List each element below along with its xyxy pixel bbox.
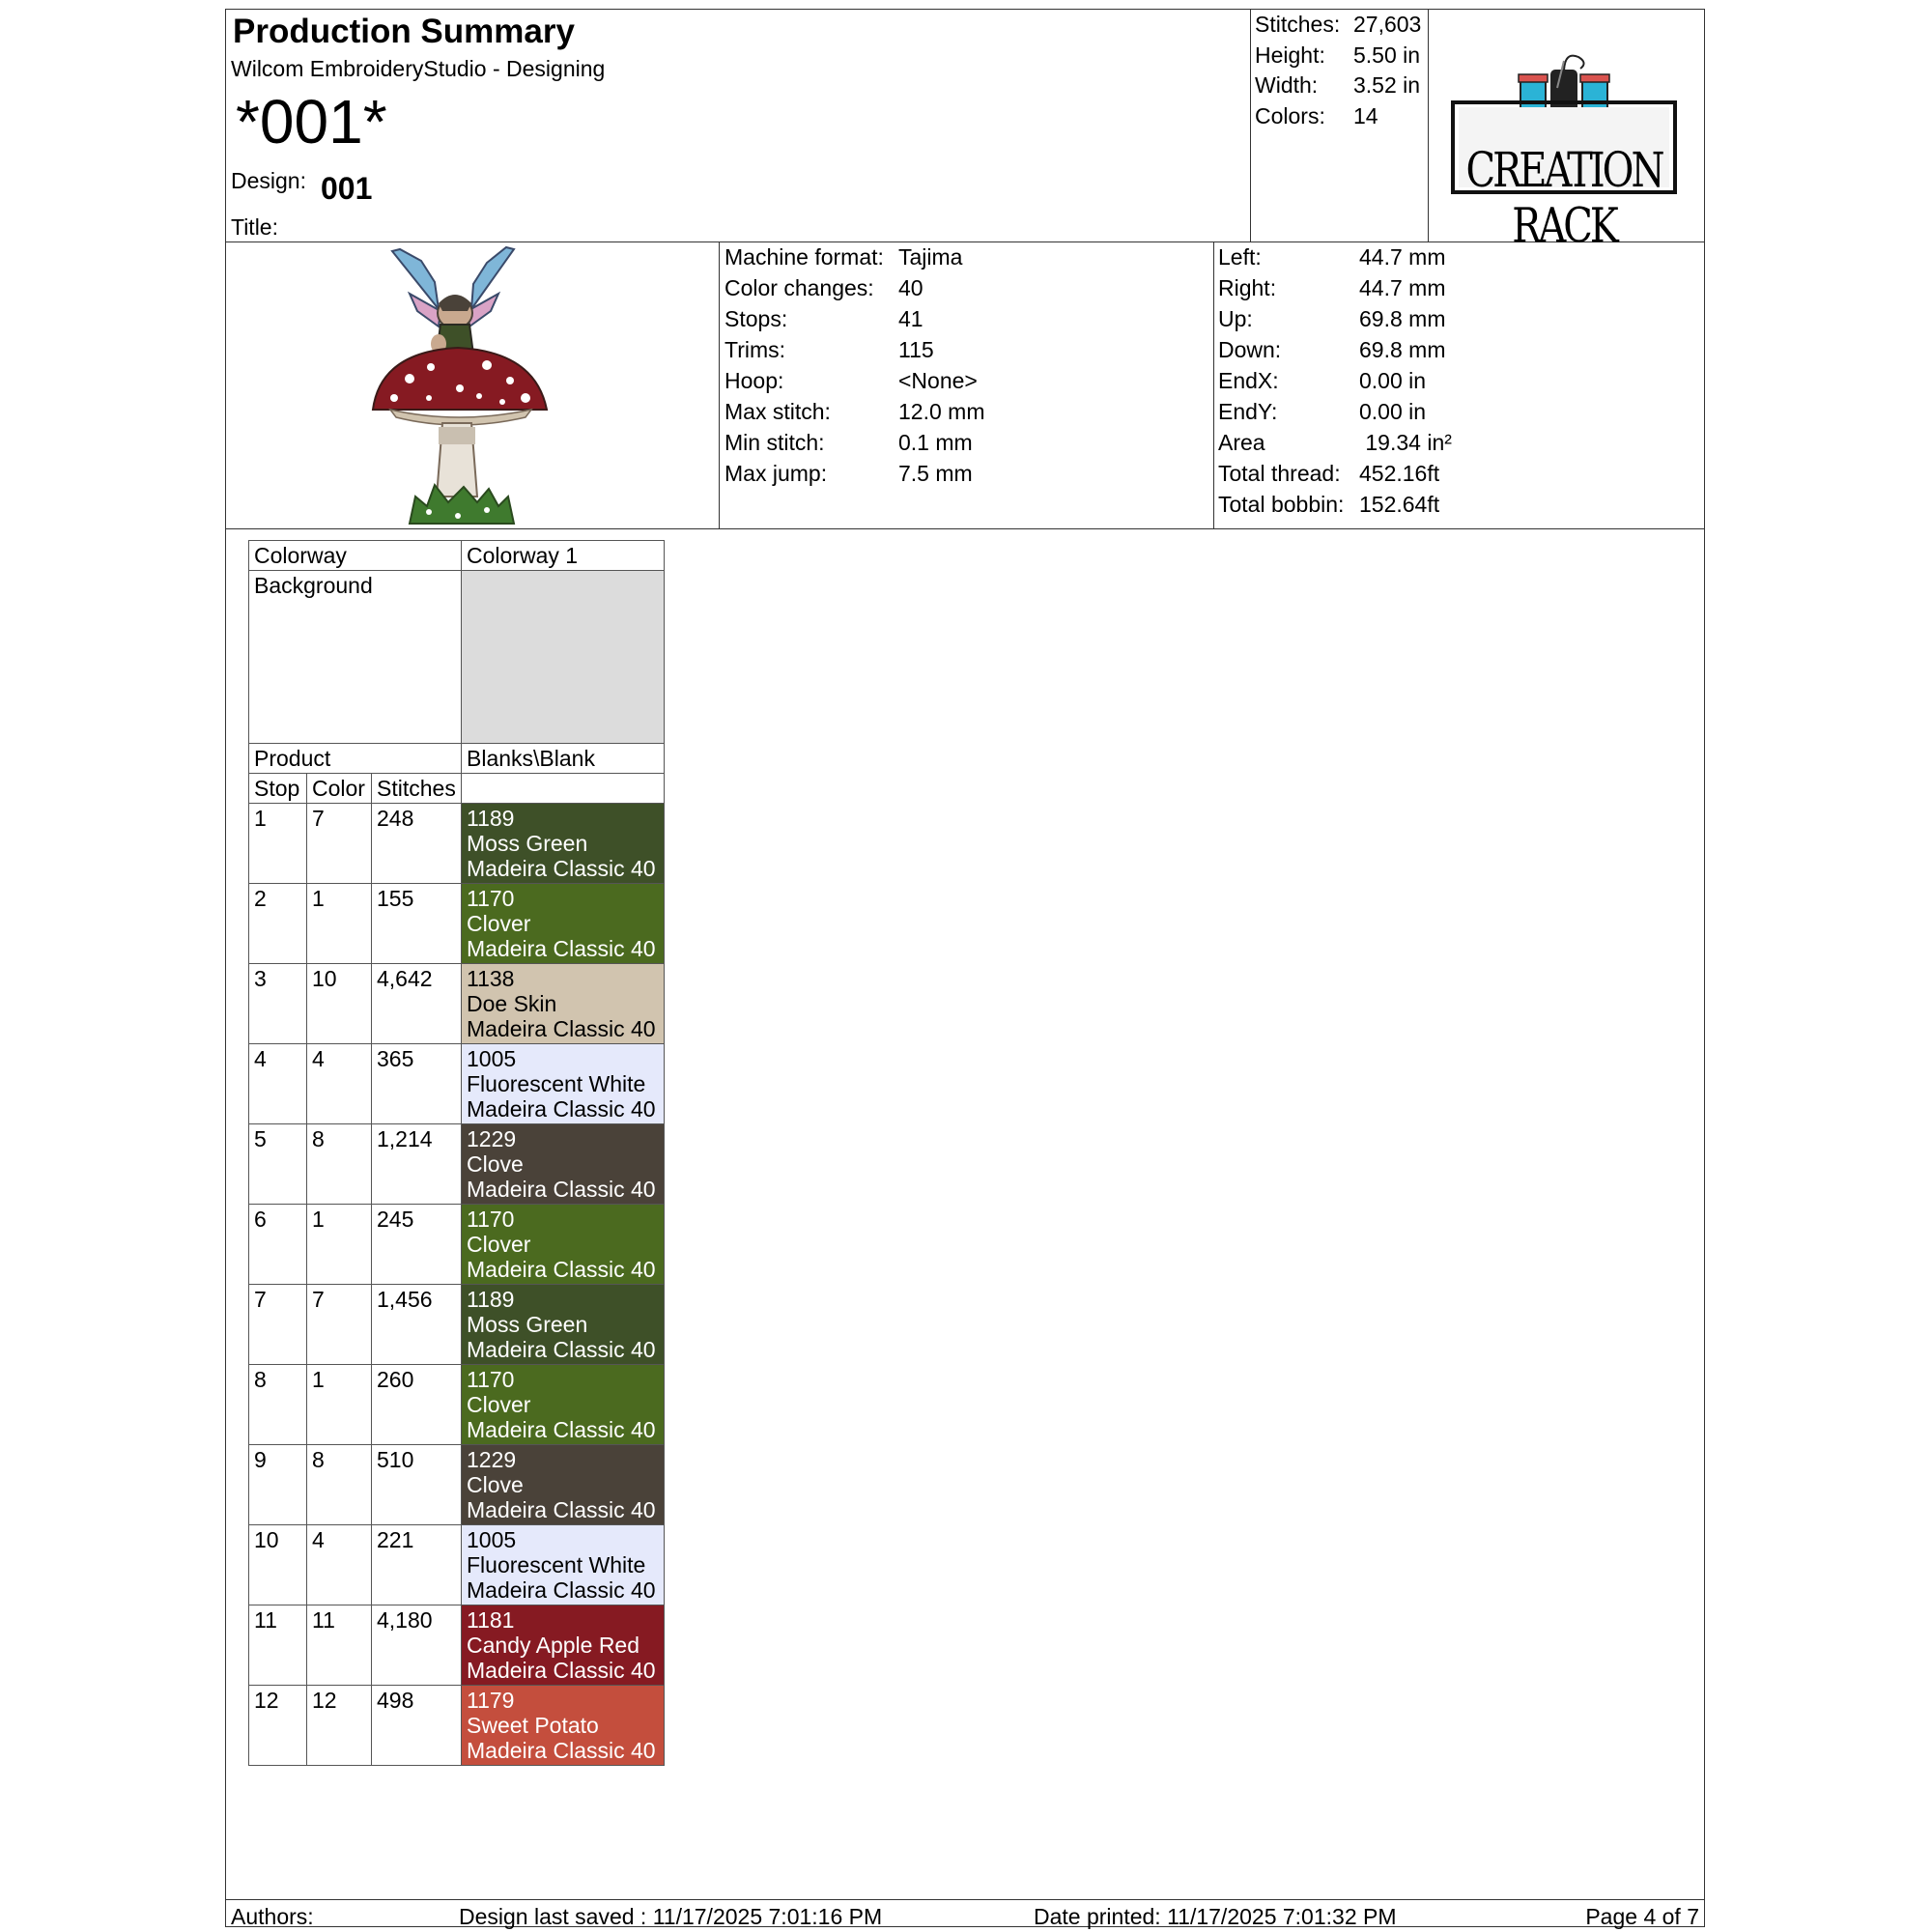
stitch-count: 365: [372, 1044, 462, 1124]
machine-label: Max jump:: [724, 461, 828, 486]
machine-label: Min stitch:: [724, 430, 825, 455]
stitch-count: 248: [372, 804, 462, 884]
design-value: 001: [321, 171, 373, 206]
machine-label: Max stitch:: [724, 399, 831, 424]
thread-name: Clover: [467, 911, 531, 936]
extent-label: Left:: [1218, 244, 1262, 270]
thread-name: Moss Green: [467, 831, 588, 856]
product-value: Blanks\Blank: [462, 744, 665, 774]
thread-code: 1181: [467, 1607, 515, 1633]
thread-code: 1005: [467, 1527, 517, 1552]
stop-row: [249, 1445, 665, 1525]
extent-label: Down:: [1218, 337, 1282, 362]
colorway-label: Colorway: [249, 541, 462, 571]
thread-swatch: [462, 1285, 665, 1365]
thread-brand: Madeira Classic 40: [467, 1257, 656, 1282]
machine-value: 0.1 mm: [898, 430, 973, 455]
footer-authors: Authors:: [231, 1904, 314, 1929]
stitch-count: 260: [372, 1365, 462, 1445]
machine-value: 7.5 mm: [898, 461, 973, 486]
extent-value: 44.7 mm: [1359, 244, 1446, 270]
thread-brand: Madeira Classic 40: [467, 936, 656, 961]
machine-label: Hoop:: [724, 368, 784, 393]
thread-brand: Madeira Classic 40: [467, 1497, 656, 1522]
summary-value: 14: [1353, 103, 1378, 128]
extent-value: 44.7 mm: [1359, 275, 1446, 300]
stitch-count: 498: [372, 1686, 462, 1766]
thread-swatch: [462, 804, 665, 884]
machine-value: Tajima: [898, 244, 963, 270]
thread-swatch: [462, 884, 665, 964]
thread-swatch: [462, 1525, 665, 1605]
machine-label: Machine format:: [724, 244, 884, 270]
stop-row: [249, 804, 665, 884]
thread-brand: Madeira Classic 40: [467, 856, 656, 881]
page-title: Production Summary: [233, 13, 575, 50]
title-label: Title:: [231, 214, 278, 240]
product-label: Product: [249, 744, 462, 774]
extent-value: 452.16ft: [1359, 461, 1440, 486]
stitch-count: 221: [372, 1525, 462, 1605]
thread-name: Sweet Potato: [467, 1713, 599, 1738]
extent-value: 19.34 in²: [1359, 430, 1452, 455]
thread-code: 1229: [467, 1126, 517, 1151]
stop-row: [249, 1525, 665, 1605]
thread-code: 1170: [467, 1367, 515, 1392]
design-label: Design:: [231, 168, 306, 193]
stop-row: [249, 1285, 665, 1365]
summary-label: Stitches:: [1255, 12, 1341, 37]
thread-brand: Madeira Classic 40: [467, 1417, 656, 1442]
stitch-count: 245: [372, 1205, 462, 1285]
thread-brand: Madeira Classic 40: [467, 1337, 656, 1362]
extent-label: EndY:: [1218, 399, 1278, 424]
summary-value: 27,603: [1353, 12, 1422, 37]
column-header-stop: Stop: [249, 774, 307, 804]
background-label: Background: [249, 571, 462, 744]
summary-label: Height:: [1255, 43, 1325, 68]
stop-number: 12: [249, 1686, 307, 1766]
stop-row: [249, 1205, 665, 1285]
stitch-count: 155: [372, 884, 462, 964]
stop-rows: [249, 804, 665, 1766]
thread-code: 1189: [467, 806, 515, 831]
footer-last-saved: Design last saved : 11/17/2025 7:01:16 PM: [459, 1904, 883, 1929]
thread-brand: Madeira Classic 40: [467, 1177, 656, 1202]
thread-name: Clove: [467, 1472, 524, 1497]
stop-row: [249, 1605, 665, 1686]
production-summary-page: [225, 9, 1705, 1927]
stop-number: 6: [249, 1205, 307, 1285]
thread-swatch: [462, 1044, 665, 1124]
color-number: 7: [307, 804, 372, 884]
machine-value: <None>: [898, 368, 978, 393]
extent-value: 69.8 mm: [1359, 337, 1446, 362]
stop-number: 8: [249, 1365, 307, 1445]
machine-value: 115: [898, 337, 934, 362]
summary-label: Colors:: [1255, 103, 1325, 128]
color-number: 1: [307, 884, 372, 964]
color-number: 4: [307, 1525, 372, 1605]
stop-number: 11: [249, 1605, 307, 1686]
color-number: 11: [307, 1605, 372, 1686]
column-header-stitches: Stitches: [372, 774, 462, 804]
machine-label: Trims:: [724, 337, 786, 362]
stop-row: [249, 964, 665, 1044]
color-number: 1: [307, 1205, 372, 1285]
creation-rack-logo: [1451, 102, 1677, 254]
thread-swatch: [462, 1686, 665, 1766]
extent-label: Up:: [1218, 306, 1253, 331]
thread-name: Fluorescent White: [467, 1071, 646, 1096]
thread-swatch: [462, 964, 665, 1044]
thread-code: 1170: [467, 886, 515, 911]
background-swatch: [462, 571, 665, 744]
thread-name: Clover: [467, 1392, 531, 1417]
machine-value: 41: [898, 306, 923, 331]
thread-swatch: [462, 1445, 665, 1525]
extent-label: Total thread:: [1218, 461, 1341, 486]
color-number: 12: [307, 1686, 372, 1766]
stop-number: 10: [249, 1525, 307, 1605]
stop-number: 1: [249, 804, 307, 884]
summary-value: 3.52 in: [1353, 72, 1421, 98]
thread-code: 1179: [467, 1688, 515, 1713]
thread-brand: Madeira Classic 40: [467, 1577, 656, 1603]
color-number: 8: [307, 1124, 372, 1205]
extent-value: 0.00 in: [1359, 368, 1427, 393]
colorway-table: [248, 540, 665, 1766]
extent-label: Total bobbin:: [1218, 492, 1345, 517]
design-preview-image: [371, 243, 564, 526]
thread-swatch: [462, 1365, 665, 1445]
stitch-count: 1,456: [372, 1285, 462, 1365]
stop-row: [249, 1124, 665, 1205]
stop-number: 2: [249, 884, 307, 964]
thread-swatch: [462, 1605, 665, 1686]
thread-code: 1229: [467, 1447, 517, 1472]
thread-swatch: [462, 1124, 665, 1205]
column-header-color: Color: [307, 774, 372, 804]
stitch-count: 4,180: [372, 1605, 462, 1686]
summary-value: 5.50 in: [1353, 43, 1421, 68]
thread-code: 1189: [467, 1287, 515, 1312]
colorway-value: Colorway 1: [462, 541, 665, 571]
stop-number: 7: [249, 1285, 307, 1365]
extent-value: 69.8 mm: [1359, 306, 1446, 331]
thread-brand: Madeira Classic 40: [467, 1738, 656, 1763]
column-header-thread: [462, 774, 665, 804]
thread-name: Fluorescent White: [467, 1552, 646, 1577]
color-number: 7: [307, 1285, 372, 1365]
thread-name: Doe Skin: [467, 991, 557, 1016]
thread-name: Candy Apple Red: [467, 1633, 640, 1658]
design-name: *001*: [236, 87, 387, 156]
thread-name: Clover: [467, 1232, 531, 1257]
color-number: 8: [307, 1445, 372, 1525]
thread-code: 1138: [467, 966, 515, 991]
thread-brand: Madeira Classic 40: [467, 1658, 656, 1683]
footer-page-number: Page 4 of 7: [1585, 1904, 1699, 1929]
machine-label: Stops:: [724, 306, 788, 331]
extent-label: EndX:: [1218, 368, 1279, 393]
thread-brand: Madeira Classic 40: [467, 1096, 656, 1122]
machine-value: 40: [898, 275, 923, 300]
color-number: 10: [307, 964, 372, 1044]
summary-label: Width:: [1255, 72, 1319, 98]
thread-code: 1170: [467, 1207, 515, 1232]
color-number: 1: [307, 1365, 372, 1445]
footer-date-printed: Date printed: 11/17/2025 7:01:32 PM: [1034, 1904, 1397, 1929]
stop-number: 5: [249, 1124, 307, 1205]
stop-number: 3: [249, 964, 307, 1044]
stop-row: [249, 1365, 665, 1445]
stop-row: [249, 1686, 665, 1766]
machine-value: 12.0 mm: [898, 399, 985, 424]
thread-brand: Madeira Classic 40: [467, 1016, 656, 1041]
stop-number: 9: [249, 1445, 307, 1525]
extent-label: Area: [1218, 430, 1265, 455]
logo-text: CREATION RACK: [1465, 143, 1662, 254]
thread-code: 1005: [467, 1046, 517, 1071]
stop-row: [249, 1044, 665, 1124]
machine-label: Color changes:: [724, 275, 874, 300]
stop-row: [249, 884, 665, 964]
thread-name: Moss Green: [467, 1312, 588, 1337]
stop-number: 4: [249, 1044, 307, 1124]
color-number: 4: [307, 1044, 372, 1124]
thread-name: Clove: [467, 1151, 524, 1177]
stitch-count: 510: [372, 1445, 462, 1525]
extent-label: Right:: [1218, 275, 1277, 300]
thread-swatch: [462, 1205, 665, 1285]
extent-value: 0.00 in: [1359, 399, 1427, 424]
stitch-count: 1,214: [372, 1124, 462, 1205]
extent-value: 152.64ft: [1359, 492, 1440, 517]
stitch-count: 4,642: [372, 964, 462, 1044]
app-name: Wilcom EmbroideryStudio - Designing: [231, 56, 606, 81]
